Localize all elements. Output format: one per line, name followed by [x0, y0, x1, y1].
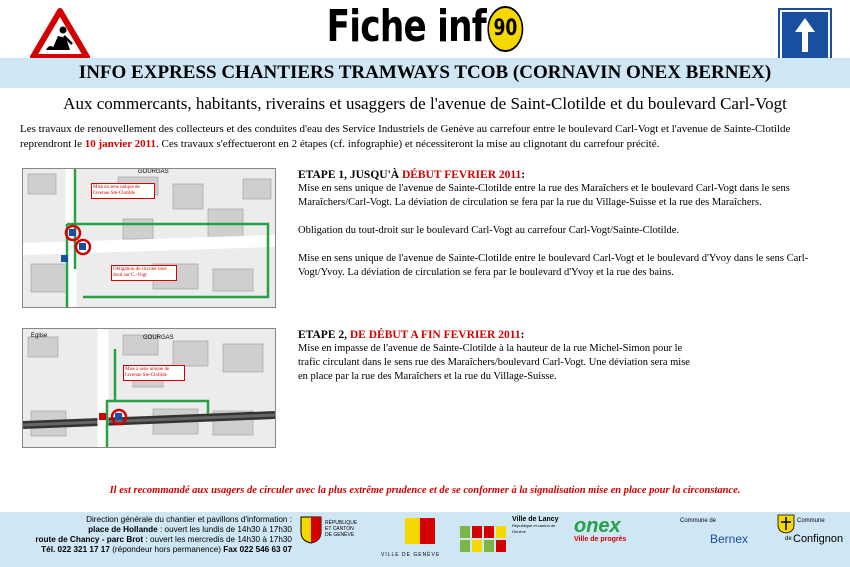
communes-shields-icon — [460, 526, 510, 552]
step-2-heading: ETAPE 2, DE DÉBUT A FIN FEVRIER 2011: — [298, 329, 525, 341]
confignon-shield-icon — [777, 514, 795, 534]
step-2 — [298, 328, 698, 384]
subtitle: Aux commercants, habitants, riverains et usaggers de l'avenue de Saint-Clotilde et du boulevard Carl-Vogt — [63, 94, 787, 113]
map-street-label: GOURGAS — [138, 169, 169, 175]
map-church-label: Eglise — [31, 333, 48, 339]
map-callout: Mise en sens unique de l'avenue Ste-Clotilde — [91, 183, 155, 199]
map-step-2-drawing — [23, 329, 275, 447]
map-callout: Obligation de circuler tout-droit sur C.-Vogt — [111, 265, 177, 281]
intro-date: 10 janvier 2011 — [84, 138, 157, 150]
ville-geneve-shield-icon — [405, 518, 435, 544]
step-1-paragraph: Mise en sens unique de l'avenue de Sainte-Clotilde entre la rue des Maraîchers et le boulevard Carl-Vogt dans le sens Maraîchers/Carl-Vogt. La déviation de circulation se fera par la rue du Village-Suisse et la rue des Maraîchers. — [298, 183, 790, 208]
page-title: Fiche inf 90 — [94, 2, 757, 52]
lancy-logo: Ville de Lancy République et canton de Genève — [512, 516, 559, 534]
communes-shields — [460, 526, 510, 552]
step-1-paragraph: Obligation du tout-droit sur le boulevard Carl-Vogt au carrefour Carl-Vogt/Sainte-Clotilde. — [298, 225, 680, 236]
confignon-logo: Commune de Confignon — [775, 514, 847, 562]
step-1-paragraph: Mise en sens unique de l'avenue de Sainte-Clotilde entre le boulevard Carl-Vogt et le boulevard d'Yvoy dans le sens Carl-Vogt/Yvoy. La déviation de circulation se fera par le boulevard d'Yvoy et la rue des bains. — [298, 253, 809, 278]
step-1 — [298, 168, 838, 280]
edition-badge: 90 — [487, 6, 523, 52]
ville-geneve-logo: VILLE DE GENÈVE — [375, 516, 443, 562]
map-street-label: GOURGAS — [143, 335, 174, 341]
contact-info: Direction générale du chantier et pavillons d'information : place de Hollande : ouvert les lundis de 14h30 à 17h30 route de Chancy - parc Brot : ouvert les mercredis de 14h30 à 17h30 Tél. 022 321 17 17 (répondeur hors permanence) Fax 022 546 63 07 — [35, 515, 292, 554]
bernex-logo: Commune de Bernex — [680, 518, 749, 546]
intro-paragraph: Les travaux de renouvellement des collecteurs et des conduites d'eau des Service Industriels de Genève au carrefour entre le boulevard Carl-Vogt et l'avenue de Sainte-Clotilde reprendront le 10 janvier 2011. Ces travaux s'effectueront en 2 étapes (cf. infographie) et nécessiteront la mise au clignotant du carrefour précité. — [20, 123, 791, 150]
geneve-canton-logo: RÉPUBLIQUE ET CANTON DE GENÈVE — [300, 516, 362, 562]
map-callout: Mise à sens unique de l'avenue Ste-Clotilde — [123, 365, 185, 381]
onex-logo: onex Ville de progrès — [574, 515, 627, 543]
geneve-shield-icon — [300, 516, 322, 544]
map-step-2 — [22, 328, 276, 448]
safety-warning: Il est recommandé aux usagers de circuler avec la plus extrême prudence et de se conformer à la signalisation mise en place pour la circonstance. — [109, 485, 741, 496]
step-2-paragraph: Mise en impasse de l'avenue de Sainte-Clotilde à la hauteur de la rue Michel-Simon pour le trafic circulant dans le sens rue des Maraîchers/boulevard Carl-Vogt. Une déviation sera mise en place par la rue des Maraîchers et la rue du Village-Suisse. — [298, 343, 690, 382]
roadworks-sign-icon — [30, 8, 90, 60]
map-step-1 — [22, 168, 276, 308]
one-way-arrow-icon — [780, 10, 830, 60]
step-1-heading: ETAPE 1, JUSQU'À DÉBUT FEVRIER 2011: — [298, 169, 526, 181]
banner-title: INFO EXPRESS CHANTIERS TRAMWAYS TCOB (CORNAVIN ONEX BERNEX) — [78, 62, 772, 83]
